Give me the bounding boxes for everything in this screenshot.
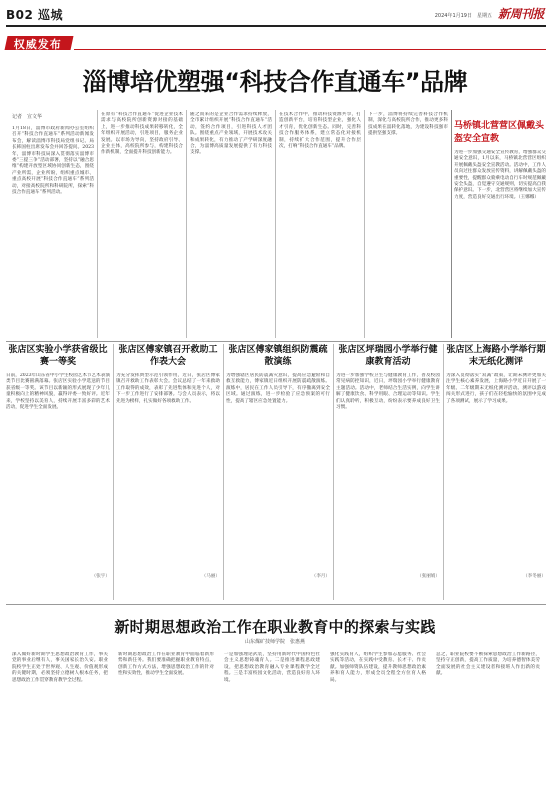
column-divider — [443, 344, 444, 600]
news-box-author: （李月） — [311, 574, 330, 579]
news-box-author: （马丽） — [201, 574, 220, 579]
news-box-text: 为充分发挥典型示范引领作用，近日，张店区傅家镇召开救助工作表彰大会。会议总结了一年来救助工作取得的成效，表彰了先进集体和先进个人，对下一步工作进行了安排部署。与会人员表示，将以先进为榜样，扎实做好各项救助工作。 — [116, 373, 220, 404]
side-article-title: 马桥镇北营营区佩戴头盔安全宣教 — [454, 121, 545, 144]
column-rule — [74, 49, 546, 50]
bottom-headline: 新时期思想政治工作在职业教育中的探索与实践 — [114, 618, 436, 636]
news-box-title: 张店区实验小学获省级比赛一等奖 — [8, 345, 108, 367]
column-divider — [186, 110, 187, 338]
bottom-byline: 山东煤矿技师学院 张惠燕 — [244, 639, 305, 645]
main-column-5: 下一步，淄博将持续完善科技合作机制，深化与高校院所合作，推动更多科技成果在淄转化落地，为建设科技强市提供坚强支撑。 — [368, 112, 448, 137]
column-divider — [97, 110, 98, 338]
bottom-column-2: 新时期思想政治工作在职业教育中面临着新形势和新任务。我们要准确把握职业教育特点，创新工作方式方法，增强思想政治工作的针对性和实效性，推动学生全面发展。 — [118, 652, 214, 677]
news-box-3 — [226, 344, 330, 600]
header-rule — [6, 25, 546, 27]
bottom-column-1: 深入做好新时期学生思想政治教育工作，事关党的事业后继有人，事关国家长治久安。职业院校学生正处于世界观、人生观、价值观形成的关键时期，必须坚持立德树人根本任务，把思想政治工作贯穿教育教学全过程。 — [12, 652, 108, 683]
column-tag-label: 权威发布 — [13, 38, 62, 51]
main-column-2: 在原有“科技合作直通车”促进企业技术需求与高校院所创新资源对接的基础上，进一步推动科技成果转移转化，全年组织开展活动，引进项目，服务企业发展。以市场为导向，坚持政府引导、企业主体，高校院所参与，构建科技合作新机制，全面提升科技创新能力。 — [101, 112, 183, 156]
news-box-4 — [336, 344, 440, 600]
side-divider — [451, 110, 452, 338]
column-divider — [113, 344, 114, 600]
page-number: B02 巡城 — [6, 8, 64, 22]
news-box-title: 张店区傅家镇组织防震疏散演练 — [228, 345, 328, 367]
news-box-title: 张店区傅家镇召开救助工作表大会 — [118, 345, 218, 367]
main-headline: 淄博培优塑强“科技合作直通车”品牌 — [82, 68, 468, 96]
news-box-title: 张店区上海路小学举行期末无纸化测评 — [446, 345, 546, 367]
news-box-5 — [446, 344, 546, 600]
news-box-text: 为增强辖区居民防震减灾意识，提高应急避险和自救互救能力，傅家镇近日组织开展防震疏散演练。演练中，居民在工作人员引导下，有序撤离到安全区域。通过演练，进一步检验了应急预案的可行性，提高了辖区应急处置能力。 — [226, 373, 330, 404]
bottom-column-3: 一是加强理论武装，坚持用新时代中国特色社会主义思想铸魂育人。二是推进课程思政建设，把思想政治教育融入专业课程教学全过程。三是丰富校园文化活动，营造良好育人环境。 — [224, 652, 320, 683]
news-box-author: （张丽娟） — [417, 574, 440, 579]
column-divider — [275, 110, 276, 338]
page-header — [0, 0, 550, 26]
side-article-body: 为进一步加强交通安全宣传教育，增强群众交通安全意识，1月以来，马桥镇北营营区组织开展佩戴头盔安全宣教活动。活动中，工作人员向过往群众发放宣传资料，讲解佩戴头盔的重要性，提醒群众骑乘电动自行车时规范佩戴安全头盔，自觉遵守交通规则，切实提高自我保护意识。下一步，北营营区将继续加大宣传力度，营造良好交通出行环境。（王娜娜） — [454, 150, 546, 200]
section-rule — [6, 341, 546, 342]
news-box-2 — [116, 344, 220, 600]
main-byline: 记者 宣文华 — [12, 114, 43, 120]
news-box-author: （张宇） — [91, 574, 110, 579]
main-column-4: 在技术合作中，推动科技资源共享，打造创新平台，培育科技型企业，强化人才引育，优化创新生态。同时，完善科技合作服务体系，建立常态化对接机制，持续扩大合作范围，提升合作层次，打响“科技合作直通车”品牌。 — [279, 112, 361, 150]
dateline: 2024年1月19日 星期五 — [434, 13, 492, 19]
column-divider — [364, 110, 365, 338]
news-box-author: （李冬丽） — [523, 574, 546, 579]
paper-logo: 新周刊报 — [497, 7, 544, 21]
news-box-text: 日前，2023年山东省中小学生校园艺术节艺术表演类节目比赛圆满落幕。张店区实验小学选送的节目获省级一等奖。该节目以新颖的形式展现了少年儿童积极向上的精神风貌，赢得评委一致好评。近年来，学校坚持以美育人，持续开展丰富多彩的艺术活动，促进学生全面发展。 — [6, 373, 110, 411]
news-box-1 — [6, 344, 110, 600]
column-divider — [333, 344, 334, 600]
news-box-text: 为深入贯彻落实“双减”政策，让期末测评更加关注学生核心素养发展，上海路小学近日开展了一年级、二年级期末无纸化测评活动。测评以游戏闯关形式进行，孩子们在轻松愉快的氛围中完成了各项测试，展示了学习成果。 — [446, 373, 546, 404]
column-tag — [5, 36, 74, 50]
news-box-title: 张店区坪瑞园小学举行健康教育活动 — [338, 345, 438, 367]
bottom-column-5: 总之，职业院校要不断探索思想政治工作新路径，坚持守正创新，提高工作质量，为培养德智体美劳全面发展的社会主义建设者和接班人作出新的贡献。 — [436, 652, 540, 677]
section-rule — [6, 604, 546, 605]
main-column-3: 随之而来的是企业合作需求持续释放，全市累计组织开展“科技合作直通车”活动，签约合作项目，引进科技人才团队。围绕重点产业领域，开展技术攻关和成果转化，有力推动了产学研深度融合，为淄博高质量发展提供了有力科技支撑。 — [190, 112, 272, 156]
bottom-column-4: 强化实践育人，组织学生参加志愿服务、社会实践等活动，在实践中受教育、长才干、作贡献。加强师资队伍建设，提升教师思想政治素养和育人能力，形成全员全程全方位育人格局。 — [330, 652, 426, 683]
news-box-text: 为进一步加强学校卫生与健康教育工作，普及校园常见病防控知识，近日，坪瑞园小学举行健康教育主题活动。活动中，老师结合生活实例，向学生讲解了健康饮食、科学用眼、合理运动等知识。学生们认真聆听，积极互动，纷纷表示要养成良好卫生习惯。 — [336, 373, 440, 411]
main-column-1: 1月18日，淄博市政府新闻办公室组织召开“科技合作直通车”系列活动新闻发布会，解读淄博市科技局党组书记、局长韩国柱出席发布会并回答提问。2023年，淄博市科技局深入贯彻落实淄博市委“三提三争”活动部署，坚持以“融合思维”构建开放型区域协同创新生态，围绕产业所需，企业所盼，组织重点城市、重点高校开展“科技合作直通车”系列活动，对接高校院所和科研院所，探索“科技合作直通车”系列活动。 — [12, 126, 94, 196]
column-divider — [223, 344, 224, 600]
